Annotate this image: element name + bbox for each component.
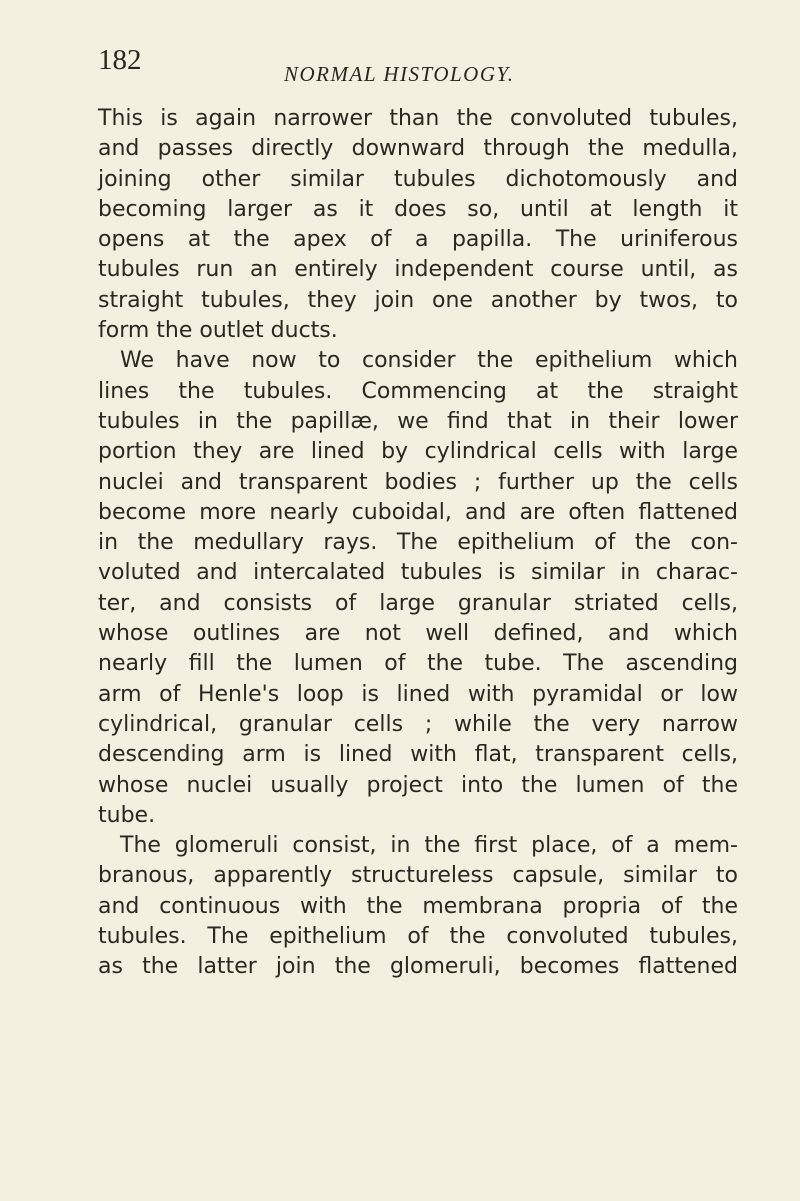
text-line: straight tubules, they join one another by twos, to [98, 287, 738, 313]
text-line: form the outlet ducts. [98, 318, 338, 344]
text-line: whose outlines are not well defined, and which [98, 621, 738, 647]
text-line: descending arm is lined with flat, transparent cells, [98, 742, 738, 768]
text-line: and continuous with the membrana propria of the [98, 893, 738, 919]
text-line: We have now to consider the epithelium which [120, 348, 738, 374]
text-line: portion they are lined by cylindrical cells with large [98, 439, 738, 465]
text-line: tubules. The epithelium of the convoluted tubules, [98, 924, 738, 950]
page-number: 182 [98, 44, 142, 76]
running-title: NORMAL HISTOLOGY. [284, 62, 515, 86]
text-line: as the latter join the glomeruli, becomes flattened [98, 954, 738, 980]
text-line: tube. [98, 802, 156, 828]
text-line: whose nuclei usually project into the lumen of the [98, 772, 738, 798]
body-text [98, 104, 738, 983]
text-line: joining other similar tubules dichotomously and [98, 166, 738, 192]
text-line: voluted and intercalated tubules is similar in charac- [98, 560, 738, 586]
text-line: This is again narrower than the convoluted tubules, [98, 106, 738, 131]
text-line: become more nearly cuboidal, and are often flattened [98, 499, 738, 525]
text-line: branous, apparently structureless capsule, similar to [98, 863, 738, 889]
text-line: tubules in the papillæ, we find that in their lower [98, 408, 738, 434]
text-line: nearly fill the lumen of the tube. The ascending [98, 651, 738, 677]
text-line: and passes directly downward through the medulla, [98, 136, 738, 162]
text-line: The glomeruli consist, in the first place, of a mem- [120, 833, 738, 859]
text-line: becoming larger as it does so, until at length it [98, 196, 738, 222]
text-line: cylindrical, granular cells ; while the very narrow [98, 711, 738, 737]
text-line: lines the tubules. Commencing at the straight [98, 378, 738, 404]
page-header [98, 40, 738, 88]
text-line: arm of Henle's loop is lined with pyramidal or low [98, 681, 738, 707]
text-line: in the medullary rays. The epithelium of the con- [98, 530, 738, 556]
text-line: nuclei and transparent bodies ; further up the cells [98, 469, 738, 495]
text-line: tubules run an entirely independent course until, as [98, 257, 738, 283]
text-line: ter, and consists of large granular striated cells, [98, 590, 738, 616]
text-line: opens at the apex of a papilla. The uriniferous [98, 227, 738, 253]
